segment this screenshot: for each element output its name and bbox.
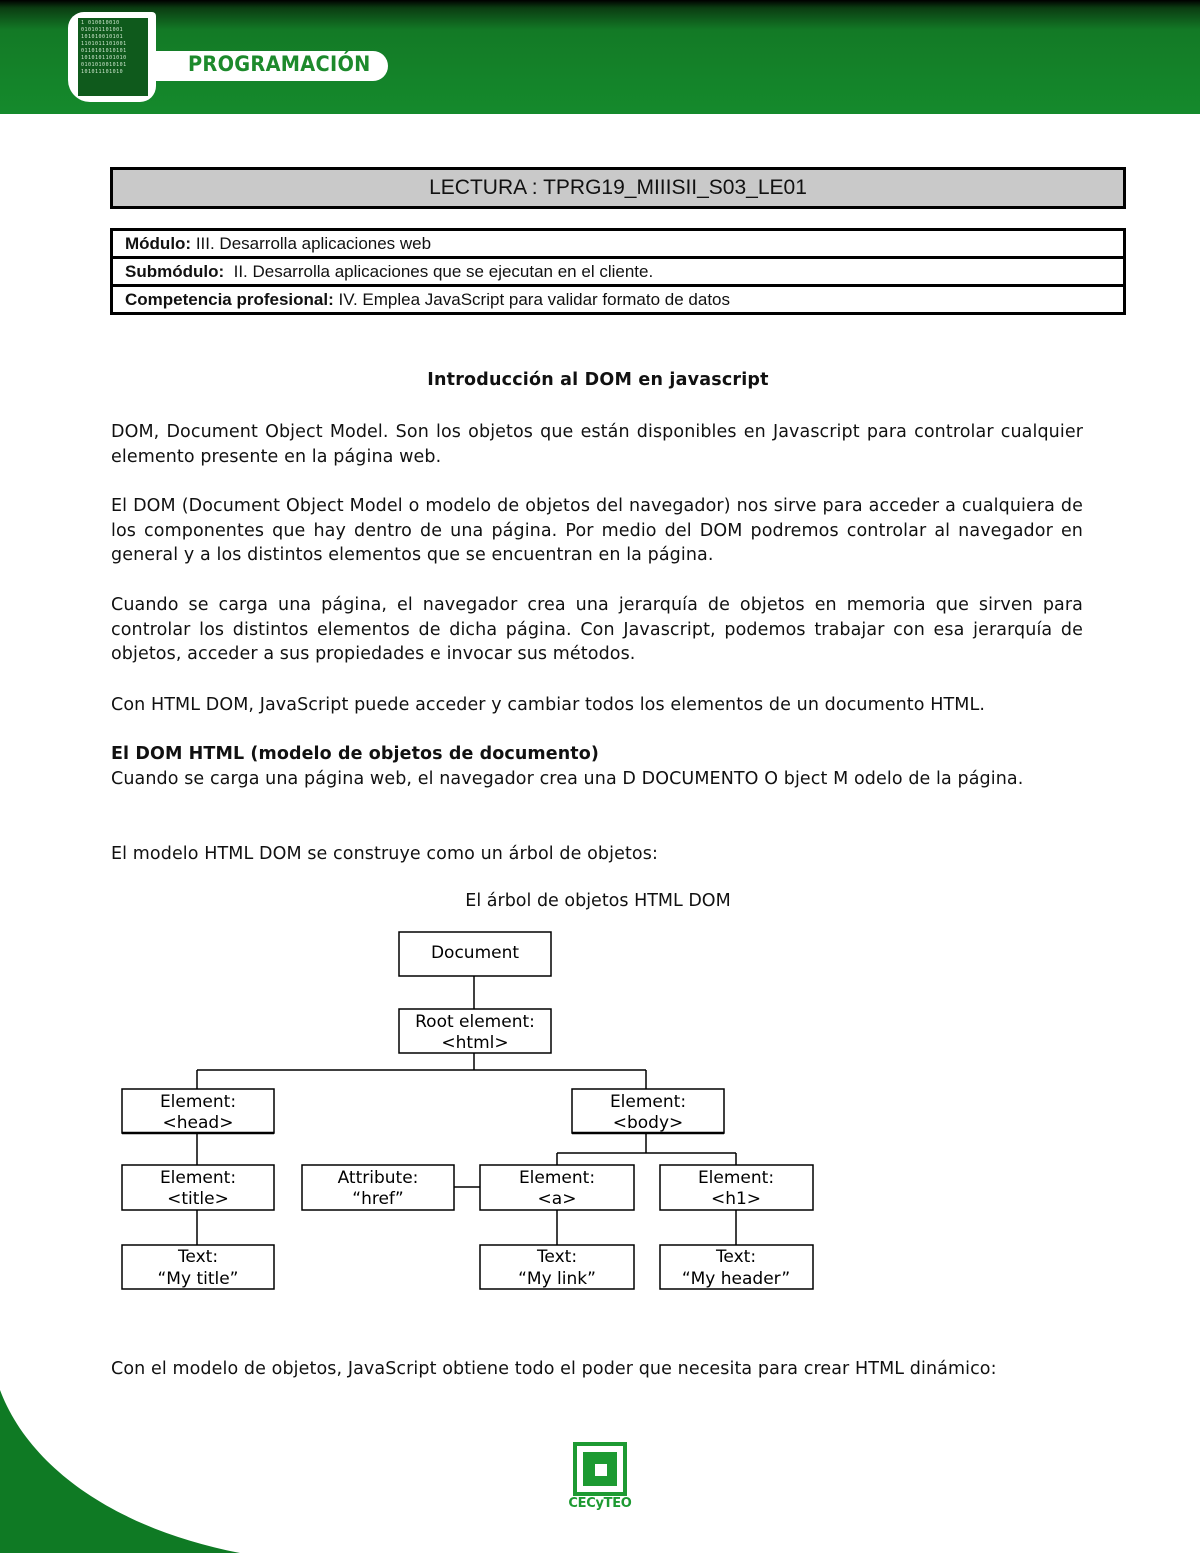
node-root-line2: <html> (441, 1033, 509, 1053)
subheading: El DOM HTML (modelo de objetos de documento) (111, 744, 599, 764)
node-body-line2: <body> (612, 1113, 684, 1133)
code-line: 101010010101 (81, 34, 124, 40)
node-title-line1: Element: (159, 1168, 237, 1188)
code-line: 101011101010 (81, 69, 124, 75)
node-head-line2: <head> (162, 1113, 234, 1133)
node-root-line1: Root element: (415, 1012, 535, 1032)
code-line: 1101011101001 (81, 41, 127, 47)
code-line: 0110101010101 (81, 48, 127, 54)
node-body-line1: Element: (609, 1092, 687, 1112)
paragraph-4: Con HTML DOM, JavaScript puede acceder y cambiar todos los elementos de un documento HTML. (111, 695, 986, 715)
code-line: 010101101001 (81, 27, 124, 33)
competencia-value: IV. Emplea JavaScript para validar formato de datos (333, 289, 731, 309)
node-attribute-line1: Attribute: (337, 1168, 419, 1188)
code-line: 0101010010101 (81, 62, 127, 68)
modulo-value: III. Desarrolla aplicaciones web (191, 233, 432, 253)
diagram-title: El árbol de objetos HTML DOM (465, 891, 731, 911)
node-text-header-line1: Text: (715, 1247, 757, 1267)
node-title-line2: <title> (167, 1189, 229, 1209)
submodulo-value: II. Desarrolla aplicaciones que se ejecutan en el cliente. (224, 261, 654, 281)
node-a-line1: Element: (518, 1168, 596, 1188)
paragraph-1: DOM, Document Object Model. Son los objetos que están disponibles en Javascript para controlar cualquier elemento presente en la página web. (111, 422, 1083, 467)
cecyteo-logo (573, 1442, 627, 1496)
node-document-label: Document (430, 943, 520, 963)
node-text-link-line1: Text: (536, 1247, 578, 1267)
modulo-label: Módulo: (125, 233, 192, 253)
competencia-label: Competencia profesional: (125, 289, 334, 309)
node-h1-line2: <h1> (710, 1189, 762, 1209)
cecyteo-logo-mark (583, 1452, 617, 1486)
node-text-title-line2: “My title” (157, 1269, 239, 1289)
lectura-title: LECTURA : TPRG19_MIIISII_S03_LE01 (110, 167, 1126, 209)
node-h1-line1: Element: (697, 1168, 775, 1188)
code-line: 1 010010010 (81, 20, 120, 26)
node-text-header-line2: “My header” (681, 1269, 791, 1289)
node-attribute-line2: “href” (352, 1189, 404, 1209)
paragraph-3: Cuando se carga una página, el navegador crea una jerarquía de objetos en memoria que sirven para controlar los distintos elementos de dicha página. Con Javascript, podemos trabajar con esa jerarquía de objetos, acceder a sus propiedades e invocar sus métodos. (111, 595, 1083, 664)
node-text-title-line1: Text: (177, 1247, 219, 1267)
section-title: Introducción al DOM en javascript (427, 370, 769, 390)
paragraph-2: El DOM (Document Object Model o modelo de objetos del navegador) nos sirve para acceder a cualquiera de los componentes que hay dentro de una página. Por medio del DOM podremos controlar al navegador en general y a los distintos elementos que se encuentran en la página. (111, 496, 1083, 565)
cecyteo-logo-notch (595, 1464, 607, 1476)
node-a-line2: <a> (537, 1189, 577, 1209)
paragraph-5: Cuando se carga una página web, el navegador crea una D DOCUMENTO O bject M odelo de la página. (111, 768, 1024, 789)
footer-swoosh-shape (0, 1390, 240, 1553)
paragraph-6: El modelo HTML DOM se construye como un árbol de objetos: (111, 844, 658, 864)
code-line: 1010101101010 (81, 55, 127, 61)
submodulo-label: Submódulo: (125, 261, 225, 281)
cecyteo-logo-text: CECyTEO (568, 1496, 632, 1511)
node-head-line1: Element: (159, 1092, 237, 1112)
paragraph-7: Con el modelo de objetos, JavaScript obtiene todo el poder que necesita para crear HTML dinámico: (111, 1359, 997, 1379)
brand-title: PROGRAMACIÓN (188, 52, 371, 76)
node-text-link-line2: “My link” (518, 1269, 596, 1289)
